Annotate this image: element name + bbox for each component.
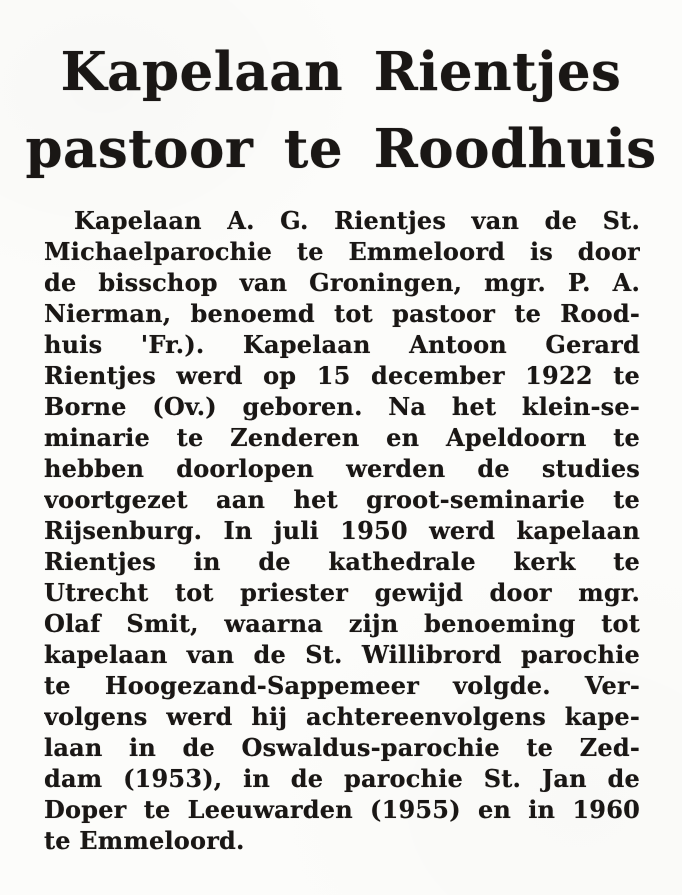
article-line: te Emmeloord.: [44, 826, 245, 855]
article-line: dam (1953), in de parochie St. Jan de: [44, 764, 640, 793]
article-line: Borne (Ov.) geboren. Na het klein-se-: [44, 392, 640, 421]
article-line: laan in de Oswaldus-parochie te Zed-: [44, 733, 640, 762]
article-line: hebben doorlopen werden de studies: [44, 454, 640, 483]
article-line: huis 'Fr.). Kapelaan Antoon Gerard: [44, 330, 640, 359]
article-line: minarie te Zenderen en Apeldoorn te: [44, 423, 640, 452]
article-line: voortgezet aan het groot-seminarie te: [44, 485, 640, 514]
article-line: Olaf Smit, waarna zijn benoeming tot: [44, 609, 640, 638]
article-headline: [0, 0, 682, 188]
article-line: Rientjes werd op 15 december 1922 te: [44, 361, 640, 390]
article-body: [44, 205, 640, 856]
article-line: kapelaan van de St. Willibrord parochie: [44, 640, 640, 669]
article-line: Kapelaan A. G. Rientjes van de St.: [74, 206, 640, 235]
article-line: Rijsenburg. In juli 1950 werd kapelaan: [44, 516, 640, 545]
article-line: Rientjes in de kathedrale kerk te: [44, 547, 640, 576]
article-line: Utrecht tot priester gewijd door mgr.: [44, 578, 640, 607]
article-line: te Hoogezand-Sappemeer volgde. Ver-: [44, 671, 640, 700]
article-line: Michaelparochie te Emmeloord is door: [44, 237, 640, 266]
article-line: volgens werd hij achtereenvolgens kape-: [44, 702, 640, 731]
headline-line-1: Kapelaan Rientjes: [60, 41, 622, 103]
headline-line-2: pastoor te Roodhuis: [25, 118, 657, 180]
article-line: Nierman, benoemd tot pastoor te Rood-: [44, 299, 640, 328]
article-line: de bisschop van Groningen, mgr. P. A.: [44, 268, 640, 297]
article-line: Doper te Leeuwarden (1955) en in 1960: [44, 795, 640, 824]
